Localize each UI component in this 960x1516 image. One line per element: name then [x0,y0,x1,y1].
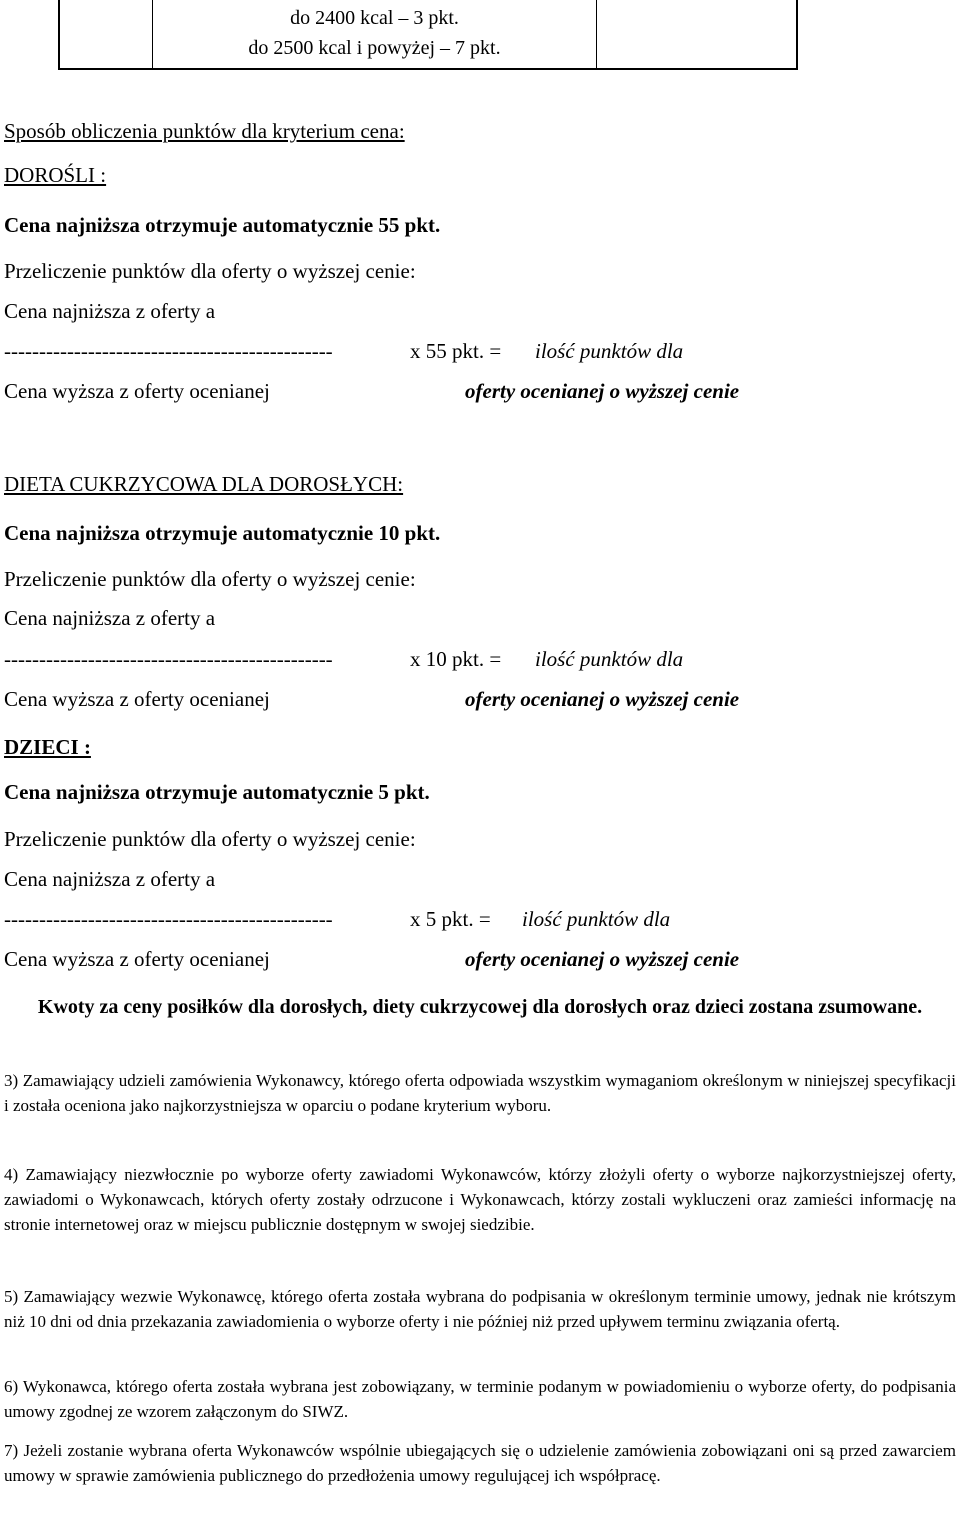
recalc-heading: Przeliczenie punktów dla oferty o wyższej cenie: [4,567,416,591]
formula-result: ilość punktów dla [522,907,671,931]
formula-multiplier: x 55 pkt. = [410,339,502,363]
table-divider [596,0,597,68]
table-line: do 2500 kcal i powyżej – 7 pkt. [248,37,501,59]
scoring-table-fragment [58,0,798,70]
section-heading: DOROŚLI : [4,163,107,187]
formula-fraction-line: ----------------------------------------------- [4,907,333,931]
section-heading: DZIECI : [4,735,91,759]
formula-numerator: Cena najniższa z oferty a [4,867,216,891]
formula-denominator: Cena wyższa z oferty ocenianej [4,379,270,403]
section-heading: DIETA CUKRZYCOWA DLA DOROSŁYCH: [4,472,404,496]
method-heading: Sposób obliczenia punktów dla kryterium cena: [4,119,405,143]
formula-numerator: Cena najniższa z oferty a [4,606,216,630]
lowest-price-rule: Cena najniższa otrzymuje automatycznie 55 pkt. [4,213,441,237]
formula-result-cont: oferty ocenianej o wyższej cenie [465,379,740,403]
table-cell [153,3,596,63]
paragraph-4: 4) Zamawiający niezwłocznie po wyborze oferty zawiadomi Wykonawców, którzy złożyli oferty o wyborze najkorzystniejszej oferty, zawiadomi o Wykonawcach, których oferty zostały odrzucone i Wykonawcach, którzy zostali wykluczeni oraz zamieści informację na stronie internetowej oraz w miejscu publicznie dostępnym w swojej siedzibie. [4,1165,956,1234]
formula-result: ilość punktów dla [535,647,684,671]
paragraph-3: 3) Zamawiający udzieli zamówienia Wykonawcy, którego oferta odpowiada wszystkim wymaganiom określonym w niniejszej specyfikacji i została oceniona jako najkorzystniejsza w oparciu o podane kryterium wyboru. [4,1071,956,1115]
recalc-heading: Przeliczenie punktów dla oferty o wyższej cenie: [4,827,416,851]
paragraph-7: 7) Jeżeli zostanie wybrana oferta Wykonawców wspólnie ubiegających się o udzielenie zamówienia zobowiązani oni są przed zawarciem umowy w sprawie zamówienia publicznego do przedłożenia umowy regulującej ich współpracę. [4,1441,956,1485]
formula-result-cont: oferty ocenianej o wyższej cenie [465,947,740,971]
formula-numerator: Cena najniższa z oferty a [4,299,216,323]
formula-result-cont: oferty ocenianej o wyższej cenie [465,687,740,711]
formula-multiplier: x 5 pkt. = [410,907,491,931]
paragraph-6: 6) Wykonawca, którego oferta została wybrana jest zobowiązany, w terminie podanym w powiadomieniu o wyborze oferty, do podpisania umowy zgodnej ze wzorem załączonym do SIWZ. [4,1377,956,1421]
formula-result: ilość punktów dla [535,339,684,363]
paragraph-5: 5) Zamawiający wezwie Wykonawcę, którego oferta została wybrana do podpisania w określonym terminie umowy, jednak nie krótszym niż 10 dni od dnia przekazania zawiadomienia o wyborze oferty i nie później niż przed upływem terminu związania ofertą. [4,1287,956,1331]
formula-denominator: Cena wyższa z oferty ocenianej [4,687,270,711]
lowest-price-rule: Cena najniższa otrzymuje automatycznie 5 pkt. [4,780,430,804]
formula-fraction-line: ----------------------------------------------- [4,647,333,671]
formula-fraction-line: ----------------------------------------------- [4,339,333,363]
formula-denominator: Cena wyższa z oferty ocenianej [4,947,270,971]
lowest-price-rule: Cena najniższa otrzymuje automatycznie 10 pkt. [4,521,441,545]
recalc-heading: Przeliczenie punktów dla oferty o wyższej cenie: [4,259,416,283]
formula-multiplier: x 10 pkt. = [410,647,502,671]
summary-note: Kwoty za ceny posiłków dla dorosłych, diety cukrzycowej dla dorosłych oraz dzieci zostana zsumowane. [37,996,923,1018]
table-line: do 2400 kcal – 3 pkt. [290,7,459,29]
